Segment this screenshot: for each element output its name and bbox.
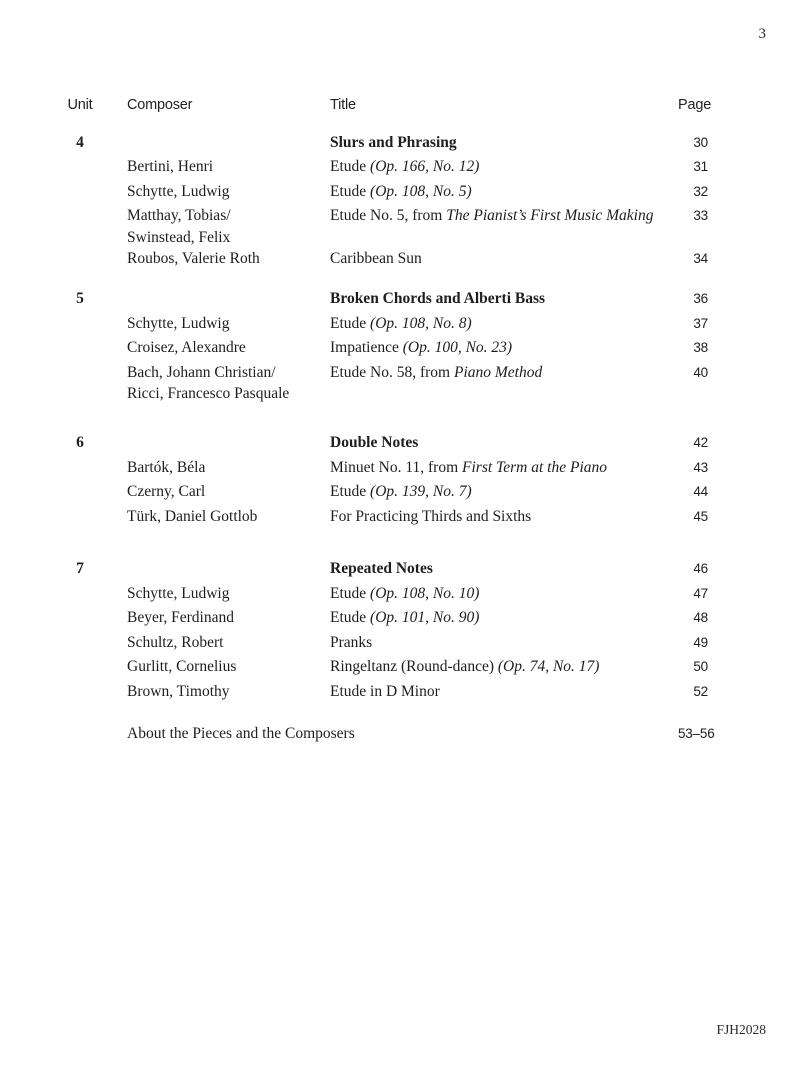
- piece-page: 33: [693, 208, 708, 223]
- empty-cell: [127, 557, 330, 582]
- composer-name: Schultz, Robert: [127, 633, 224, 651]
- piece-title: [330, 505, 678, 530]
- piece-title-roman: Etude in D Minor: [330, 682, 440, 700]
- empty-cell: [55, 204, 127, 247]
- empty-cell: [55, 480, 127, 505]
- section-row: [55, 557, 730, 582]
- about-row: [55, 722, 730, 747]
- unit-number: 5: [76, 290, 84, 307]
- piece-page: 50: [693, 659, 708, 674]
- piece-title-italic: (Op. 74, No. 17): [497, 658, 600, 675]
- table-row: [55, 606, 730, 631]
- piece-title: [330, 247, 678, 272]
- section-page: 36: [693, 291, 708, 306]
- piece-title: [330, 606, 678, 631]
- composer-line-2: Swinstead, Felix: [127, 228, 231, 246]
- piece-title: [330, 204, 678, 247]
- section-title: Broken Chords and Alberti Bass: [330, 290, 546, 307]
- piece-title: [330, 336, 678, 361]
- piece-title-roman: Caribbean Sun: [330, 249, 422, 267]
- section-row: [55, 287, 730, 312]
- composer-name: Croisez, Alexandre: [127, 339, 246, 356]
- piece-title: [330, 312, 678, 337]
- section-page: 46: [693, 561, 708, 576]
- empty-cell: [127, 431, 330, 456]
- empty-cell: [55, 655, 127, 680]
- empty-cell: [55, 361, 127, 404]
- unit-number: 6: [76, 434, 84, 451]
- composer-name: Schytte, Ludwig: [127, 182, 230, 200]
- section-row: [55, 131, 730, 156]
- empty-cell: [55, 456, 127, 481]
- piece-title-italic: (Op. 166, No. 12): [370, 158, 480, 175]
- catalog-code: FJH2028: [716, 1022, 766, 1037]
- empty-cell: [55, 155, 127, 180]
- section-title: Double Notes: [330, 434, 419, 451]
- about-page: 53–56: [678, 726, 715, 741]
- piece-page: 34: [693, 250, 708, 266]
- piece-title-roman: Etude: [330, 314, 371, 332]
- table-row: [55, 456, 730, 481]
- piece-page: 40: [693, 364, 708, 380]
- section-page: 42: [693, 435, 708, 450]
- composer-name: Bertini, Henri: [127, 158, 214, 175]
- piece-title: [330, 155, 678, 180]
- composer-name: Bartók, Béla: [127, 458, 206, 476]
- piece-title-roman: Etude: [330, 584, 371, 602]
- piece-title-italic: (Op. 108, No. 10): [370, 584, 480, 602]
- empty-cell: [55, 606, 127, 631]
- composer-name: Türk, Daniel Gottlob: [127, 507, 258, 525]
- empty-cell: [55, 312, 127, 337]
- piece-title: [330, 456, 678, 481]
- empty-cell: [55, 336, 127, 361]
- composer-name: [127, 204, 330, 247]
- piece-page: 47: [693, 585, 708, 601]
- composer-name: Brown, Timothy: [127, 682, 230, 700]
- piece-page: 32: [693, 183, 708, 199]
- unit-7-section: [0, 557, 730, 704]
- section-title: Slurs and Phrasing: [330, 133, 457, 151]
- piece-title-roman: Minuet No. 11, from: [330, 458, 463, 476]
- piece-title: [330, 180, 678, 205]
- unit-6-section: [0, 431, 730, 529]
- header-composer: Composer: [127, 97, 193, 113]
- piece-title-roman: Etude: [330, 158, 371, 175]
- piece-page: 44: [693, 484, 708, 499]
- piece-title-italic: The Pianist’s First Music Making: [446, 207, 654, 224]
- piece-page: 49: [693, 634, 708, 650]
- piece-page: 38: [693, 340, 708, 355]
- table-row: [55, 680, 730, 705]
- table-row: [55, 631, 730, 656]
- composer-name: [127, 361, 330, 404]
- piece-page: 43: [693, 459, 708, 475]
- empty-cell: [55, 722, 127, 747]
- section-page: 30: [693, 134, 708, 150]
- piece-title-italic: (Op. 101, No. 90): [370, 609, 480, 626]
- piece-title-roman: Pranks: [330, 633, 373, 651]
- piece-page: 48: [693, 610, 708, 625]
- piece-title-roman: Etude: [330, 609, 371, 626]
- empty-cell: [55, 631, 127, 656]
- composer-line-1: Bach, Johann Christian/: [127, 363, 276, 381]
- piece-title-roman: Etude No. 5, from: [330, 207, 447, 224]
- table-row: [55, 155, 730, 180]
- piece-page: 37: [693, 315, 708, 331]
- piece-title: [330, 480, 678, 505]
- page-number: 3: [758, 26, 766, 42]
- composer-name: Roubos, Valerie Roth: [127, 249, 260, 267]
- header-page: Page: [678, 97, 712, 113]
- empty-cell: [55, 582, 127, 607]
- piece-title-roman: Impatience: [330, 339, 403, 356]
- empty-cell: [55, 680, 127, 705]
- table-row: [55, 180, 730, 205]
- piece-title: [330, 582, 678, 607]
- table-row: [55, 312, 730, 337]
- table-row: [55, 480, 730, 505]
- piece-title-roman: Ringeltanz (Round-dance): [330, 658, 498, 675]
- empty-cell: [55, 505, 127, 530]
- contents-table: [0, 93, 730, 747]
- section-title: Repeated Notes: [330, 560, 433, 577]
- piece-title: [330, 361, 678, 404]
- unit-number: 4: [76, 133, 84, 151]
- empty-cell: [127, 131, 330, 156]
- piece-title-italic: (Op. 108, No. 5): [370, 182, 472, 200]
- piece-page: 45: [693, 508, 708, 524]
- piece-title: [330, 655, 678, 680]
- piece-page: 52: [693, 683, 708, 699]
- table-row: [55, 204, 730, 247]
- composer-line-2: Ricci, Francesco Pasquale: [127, 385, 290, 402]
- table-row: [55, 655, 730, 680]
- table-header-row: [55, 93, 730, 118]
- empty-cell: [127, 287, 330, 312]
- piece-title: [330, 631, 678, 656]
- composer-name: Beyer, Ferdinand: [127, 609, 234, 626]
- empty-cell: [55, 247, 127, 272]
- table-row: [55, 505, 730, 530]
- empty-cell: [55, 180, 127, 205]
- header-title: Title: [330, 97, 356, 113]
- unit-4-section: [0, 131, 730, 272]
- table-row: [55, 336, 730, 361]
- piece-title: [330, 680, 678, 705]
- piece-page: 31: [693, 159, 708, 174]
- piece-title-roman: Etude No. 58, from: [330, 363, 454, 381]
- piece-title-roman: Etude: [330, 182, 371, 200]
- composer-line-1: Matthay, Tobias/: [127, 207, 231, 224]
- table-row: [55, 582, 730, 607]
- composer-name: Schytte, Ludwig: [127, 584, 230, 602]
- piece-title-roman: For Practicing Thirds and Sixths: [330, 507, 532, 525]
- table-row: [55, 247, 730, 272]
- unit-5-section: [0, 287, 730, 403]
- piece-title-italic: (Op. 108, No. 8): [370, 314, 472, 332]
- piece-title-roman: Etude: [330, 483, 371, 500]
- composer-name: Gurlitt, Cornelius: [127, 658, 237, 675]
- piece-title-italic: (Op. 100, No. 23): [402, 339, 513, 356]
- piece-title-italic: First Term at the Piano: [462, 458, 607, 476]
- header-unit: Unit: [67, 97, 93, 113]
- table-row: [55, 361, 730, 404]
- about-label: About the Pieces and the Composers: [127, 725, 355, 742]
- piece-title-italic: (Op. 139, No. 7): [370, 483, 472, 500]
- composer-name: Czerny, Carl: [127, 483, 206, 500]
- piece-title-italic: Piano Method: [453, 363, 543, 381]
- unit-number: 7: [76, 560, 84, 577]
- composer-name: Schytte, Ludwig: [127, 314, 230, 332]
- section-row: [55, 431, 730, 456]
